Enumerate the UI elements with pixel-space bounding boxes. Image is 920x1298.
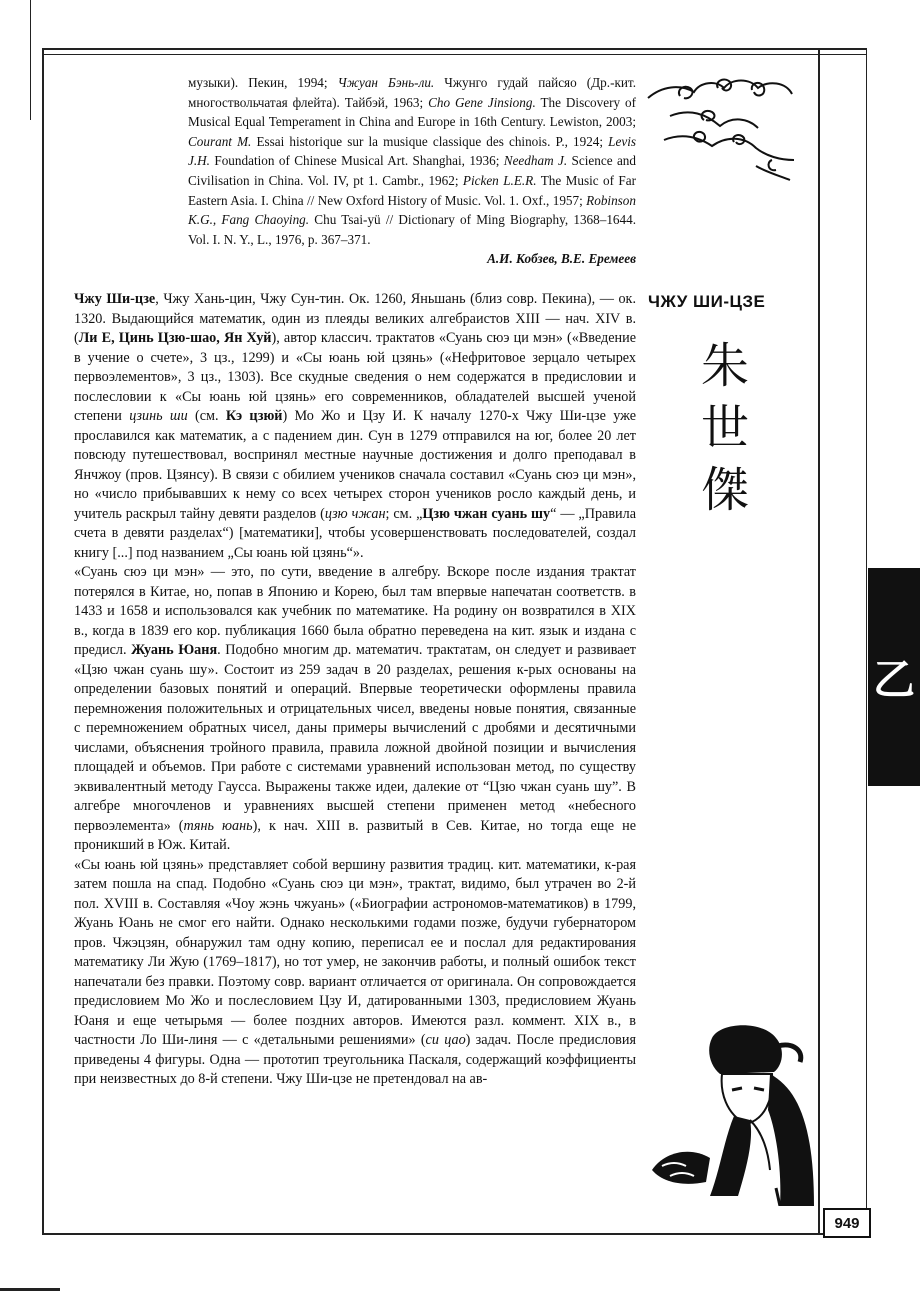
- biblio-author: Robinson K.G., Fang Chaoying.: [188, 192, 636, 228]
- entry-heading: ЧЖУ ШИ-ЦЗЕ: [648, 292, 766, 311]
- portrait-illustration: [650, 1020, 816, 1206]
- frame-bottom-line: [42, 1233, 867, 1235]
- text-run: ) задач. После предисловия приведены 4 фигуры. Одна — прототип треугольника Паскаля, содержащий коэффициенты при неизвестных до 8-й степени. Чжу Ши-цзе не претендовал на ав-: [74, 1032, 636, 1087]
- entry-hanzi: [690, 335, 760, 521]
- hanzi-char: 世: [700, 400, 749, 456]
- bottom-margin-line: [0, 1288, 60, 1291]
- text-run: ) Мо Жо и Цзу И. К началу 1270-х Чжу Ши-цзе уже прославился как математик, а с падением дин. Сун в 1279 отправился на юг, более 20 лет повсюду путешествовал, воспринял местные научные достижения и долго преподавал в Янчжоу (пров. Цзянсу). В связи с обилием учеников сначала составил «Суань сюэ ци мэн», но «число прибывавших к нему со всех четырех сторон учеников росло каждый день, и учитель раскрыл тайну девяти разделов (: [74, 408, 637, 522]
- biblio-text: Essai historique sur la musique classique des chinois. P., 1924;: [251, 133, 609, 149]
- text-run: (см.: [187, 408, 226, 424]
- frame-right-line: [818, 48, 820, 1234]
- bibliography-block: [188, 73, 636, 269]
- article-body: [74, 290, 636, 1090]
- biblio-author: Needham J.: [503, 153, 568, 169]
- text-run: , Чжу Хань-цин, Чжу Сун-тин. Ок. 1260, Яньшань (близ совр. Пекина), — ок. 1320. Выдающийся математик, один из плеяды великих алгебраистов XIII — нач. XIV в. (: [74, 291, 636, 346]
- hanzi-char: 傑: [700, 462, 749, 518]
- term-italic: цзю чжан: [324, 505, 386, 522]
- biblio-text: музыки). Пекин, 1994;: [188, 75, 338, 90]
- term-italic: тянь юань: [183, 817, 253, 834]
- text-run: ; см. „: [385, 505, 423, 522]
- cross-reference: Цзю чжан суань шу: [422, 505, 551, 522]
- biblio-text: Chu Tsai-yü // Dictionary of Ming Biography, 1368–1644. Vol. I. N. Y., L., 1976, p. 367–371.: [188, 212, 636, 247]
- biblio-text: Foundation of Chinese Musical Art. Shanghai, 1936;: [209, 153, 504, 169]
- text-run: «Суань сюэ ци мэн» — это, по сути, введение в алгебру. Вскоре после издания трактат потерялся в Китае, но, попав в Японию и Корею, был там впервые напечатан соответств. в 1433 и 1658 и использовался как учебник по математике. На родину он возвратился в XIX в., когда в 1839 его кор. публикация 1660 была обратно переведена на кит. язык и издана с предисл.: [74, 564, 636, 658]
- text-run: ), к нач. XIII в. развитый в Сев. Китае, но тогда еще не проникший в Юж. Китай.: [74, 817, 636, 853]
- biblio-author: Чжуан Бэнь-ли.: [337, 75, 435, 90]
- cross-reference: Ли Е, Цинь Цзю-шао, Ян Хуй: [78, 330, 272, 346]
- frame-outer-right-line: [866, 48, 867, 1234]
- biblio-text: The Discovery of Musical Equal Temperament in China and Europe in 16th Century. Lewiston, 2003;: [188, 94, 637, 130]
- biblio-text: Чжунго гудай пайсяо (Др.-кит. многоствольчатая флейта). Тайбэй, 1963;: [188, 75, 636, 110]
- cross-reference: Кэ цзюй: [225, 408, 283, 424]
- text-run: “ — „Правила счета в девяти разделах“) [математики], чтобы усовершенствовать последователей, создал книгу [...] под названием „Сы юань юй цзянь“».: [74, 505, 637, 561]
- biblio-author: Cho Gene Jinsiong.: [428, 94, 536, 110]
- term-italic: цзинь ши: [129, 408, 188, 424]
- bibliography-signature: А.И. Кобзев, В.Е. Еремеев: [487, 251, 636, 267]
- entry-title: Чжу Ши-цзе: [74, 291, 156, 307]
- biblio-author: Picken L.E.R.: [462, 172, 537, 188]
- hanzi-char: 朱: [700, 338, 749, 394]
- text-run: «Сы юань юй цзянь» представляет собой вершину развития традиц. кит. математики, к-рая затем пошла на спад. Подобно «Суань сюэ ци мэн», трактат, видимо, был утрачен во 2-й пол. XVIII в. Составляя «Чоу жэнь чжуань» («Биографии астрономов-математиков) в 1799, Жуань Юань не смог его найти. Однако несколькими годами позже, будучи губернатором пров. Чжэцзян, обнаружил там одну копию, переписал ее и послал для редактирования математику Ли Жую (1769–1817), но тот умер, не закончив работы, и полный ошибок текст напечатали без правки. Поэтому совр. вариант отличается от оригинала. Он сопровождается предисловием Мо Жо и послесловием Цзу И, датированными 1303, предисловием Жуань Юаня и еще четырьмя — более поздних авторов. Имеются разл. коммент. XIX в., в частности Ло Ши-линя — с «детальными решениями» (: [74, 856, 636, 1048]
- tab-glyph: 乙: [872, 655, 915, 704]
- biblio-author: Courant M.: [188, 133, 252, 149]
- header-divider-line: [42, 54, 867, 55]
- term-italic: си цао: [425, 1032, 466, 1048]
- biblio-author: Levis J.H.: [188, 133, 637, 169]
- article-paragraph: [74, 290, 636, 563]
- biblio-text: Science and Civilisation in China. Vol. IV, pt 1. Cambr., 1962;: [188, 153, 636, 188]
- frame-left-line: [42, 48, 44, 1234]
- article-paragraph: [74, 856, 636, 1090]
- text-run: ), автор классич. трактатов «Суань сюэ ци мэн» («Введение в учение о счете», 3 цз., 1299) и «Сы юань юй цзянь» («Нефритовое зерцало четырех первоэлементов», 3 цз., 1303). Все скудные сведения о нем содержатся в предисловии и послесловии к «Сы юань юй цзянь» его современников, обладателей высшей ученой степени: [74, 330, 636, 424]
- page-number: [823, 1208, 871, 1238]
- cross-reference: Жуань Юаня: [131, 642, 218, 658]
- page-number-text: 949: [834, 1214, 860, 1232]
- biblio-text: The Music of Far Eastern Asia. I. China // New Oxford History of Music. Vol. 1. Oxf., 1957;: [188, 172, 636, 208]
- thumb-index-tab: [868, 568, 920, 786]
- cloud-ornament-icon: [640, 76, 802, 186]
- binding-edge-line: [30, 0, 31, 120]
- text-run: . Подобно многим др. математич. трактатам, он следует и развивает «Цзю чжан суань шу». Состоит из 259 задач в 20 разделах, решения к-рых основаны на определении базовых понятий и операций. Впервые теоретически оформлены правила перемножения положительных и отрицательных чисел, введены новые понятия, связанные с перемножением обратных чисел, даны примеры вычислений с дробями и десятичными числами, объяснения тройного правила, правила ложной двойной позиции и вычисления площадей и объемов. При работе с системами уравнений использован метод, по существу эквивалентный методу Гаусса. Выражены также идеи, далекие от “Цзю чжан суань шу”. В алгебре многочленов и уравнениях высшей степени применен метод «небесного первоэлемента» (: [74, 642, 637, 834]
- frame-top-line: [42, 48, 867, 50]
- article-paragraph: [74, 563, 636, 856]
